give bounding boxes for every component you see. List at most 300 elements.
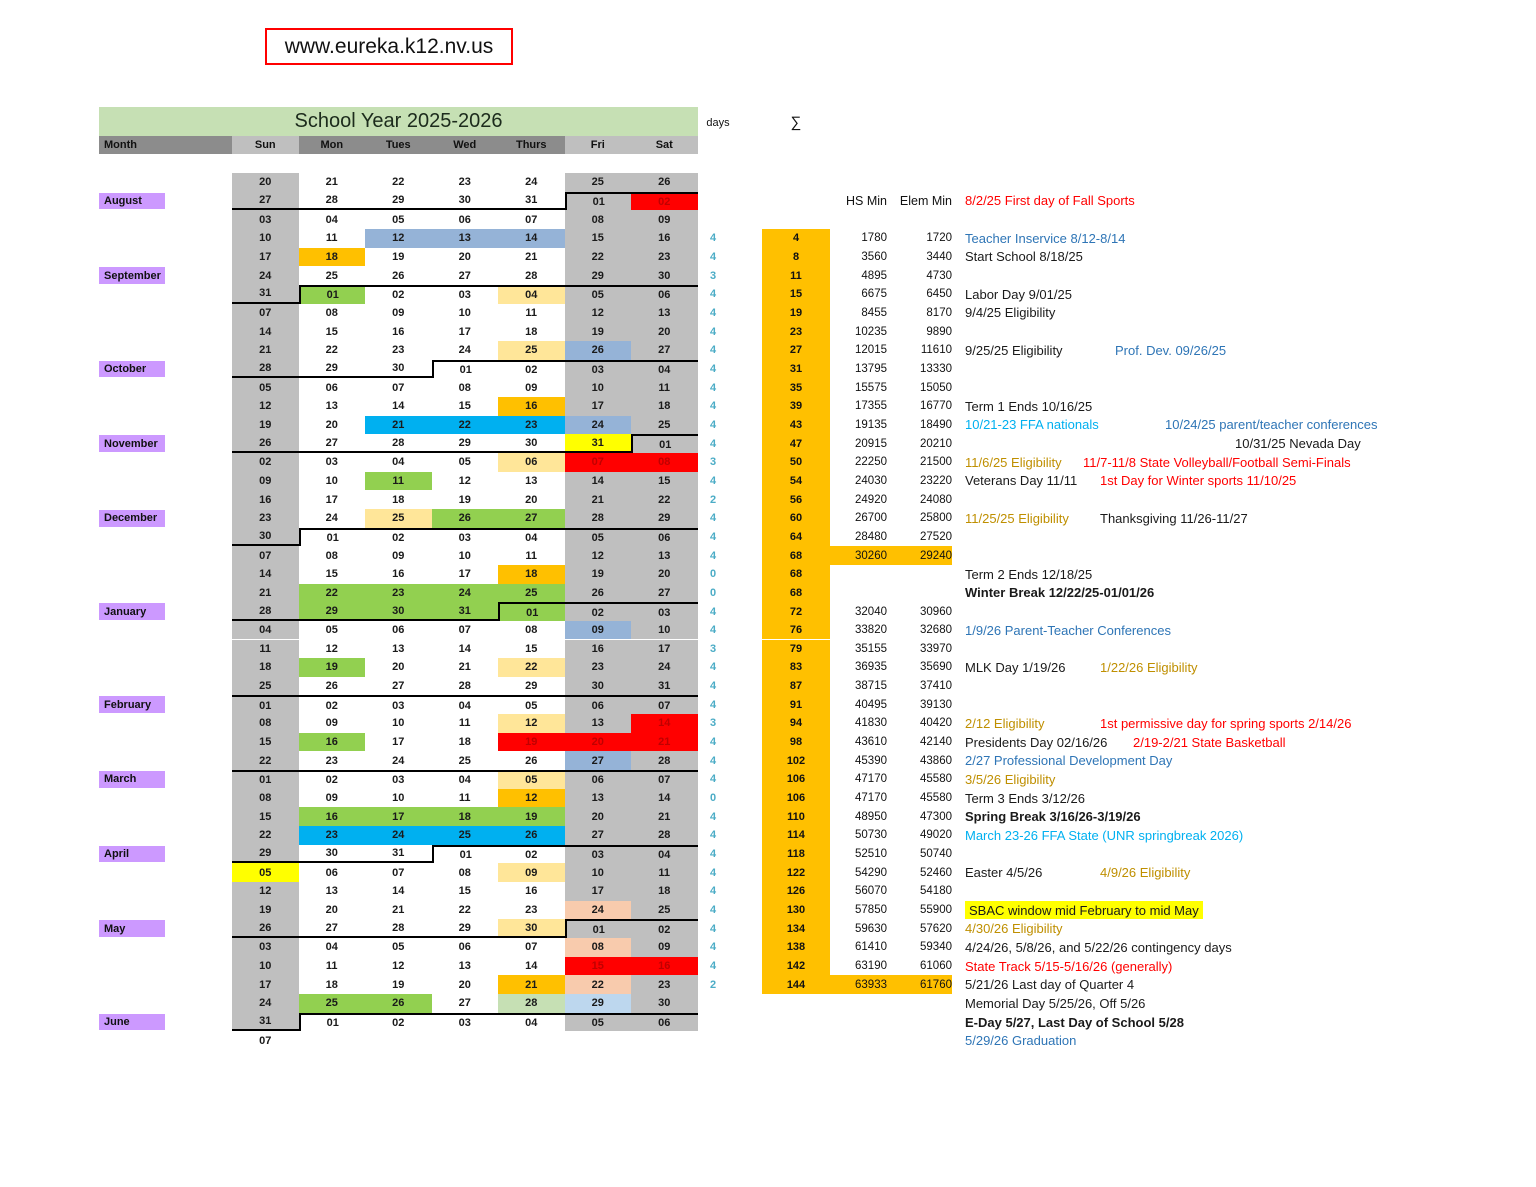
day-cell: 21 [232,584,299,603]
days-count: 4 [709,437,717,450]
days-count: 4 [709,941,717,954]
day-cell: 08 [299,546,366,565]
day-cell: 24 [565,901,632,920]
day-cell: 15 [498,640,565,659]
note-lane [965,509,1525,528]
note-text: 5/29/26 Graduation [965,1033,1077,1049]
day-cell: 28 [432,677,499,696]
days-count: 0 [709,792,717,805]
sum-cell: 76 [762,621,830,640]
month-column-header: Month [99,136,232,154]
day-cell: 31 [232,285,299,304]
day-header-wed: Wed [432,136,499,154]
day-cell: 19 [299,658,366,677]
day-cell: 05 [498,695,565,714]
day-cell: 18 [232,658,299,677]
day-cell: 07 [232,1031,299,1050]
day-cell: 04 [299,210,366,229]
elem-min-value: 45580 [920,792,952,805]
hs-min-value: 47170 [855,773,887,786]
day-cell: 04 [631,845,698,864]
sum-cell: 72 [762,602,830,621]
day-cell: 06 [565,695,632,714]
note-text: Memorial Day 5/25/26, Off 5/26 [965,995,1146,1011]
day-cell: 03 [365,695,432,714]
day-cell: 05 [498,770,565,789]
day-cell: 01 [631,434,698,453]
day-cell: 05 [232,378,299,397]
note-lane [965,789,1525,808]
days-count: 4 [709,904,717,917]
days-count: 4 [709,549,717,562]
days-column-header: days [706,117,730,129]
sum-cell: 8 [762,248,830,267]
day-cell: 31 [565,434,632,453]
sum-cell: 134 [762,919,830,938]
elem-min-value: 18490 [920,418,952,431]
days-count: 4 [709,400,717,413]
day-cell: 27 [631,584,698,603]
day-cell: 20 [365,658,432,677]
sum-cell: 106 [762,770,830,789]
day-cell: 31 [365,845,432,864]
day-cell: 20 [299,901,366,920]
day-cell: 27 [498,509,565,528]
day-cell: 10 [432,304,499,323]
day-cell: 07 [232,304,299,323]
day-cell: 06 [631,285,698,304]
day-cell: 09 [498,378,565,397]
day-cell: 07 [232,546,299,565]
day-cell: 27 [299,919,366,938]
day-cell: 17 [232,248,299,267]
note-text: 9/25/25 Eligibility [965,342,1063,358]
note-text: 2/27 Professional Development Day [965,753,1173,769]
day-cell: 26 [299,677,366,696]
day-cell: 19 [232,416,299,435]
month-label-march: March [99,771,165,788]
day-cell: 29 [232,845,299,864]
note-text: Labor Day 9/01/25 [965,286,1072,302]
day-cell: 23 [365,341,432,360]
sum-cell: 94 [762,714,830,733]
day-cell: 07 [565,453,632,472]
hs-min-value: 10235 [855,325,887,338]
note-text: 4/9/26 Eligibility [1100,865,1191,881]
day-cell: 25 [365,509,432,528]
day-header-tues: Tues [365,136,432,154]
day-cell: 10 [432,546,499,565]
day-cell: 15 [232,807,299,826]
day-cell: 06 [631,528,698,547]
note-lane [965,957,1525,976]
page-title: School Year 2025-2026 [294,110,503,132]
day-cell: 26 [565,341,632,360]
note-lane [965,733,1525,752]
day-cell: 16 [299,807,366,826]
day-cell: 26 [365,266,432,285]
day-cell: 12 [232,397,299,416]
day-cell: 25 [631,416,698,435]
day-cell: 18 [631,397,698,416]
day-cell: 11 [432,714,499,733]
day-cell: 02 [365,528,432,547]
day-cell: 15 [631,472,698,491]
days-count: 4 [709,698,717,711]
day-cell: 09 [299,714,366,733]
day-cell: 05 [299,621,366,640]
sum-cell: 138 [762,938,830,957]
day-cell: 26 [498,826,565,845]
day-cell: 26 [498,751,565,770]
day-cell: 06 [299,378,366,397]
day-cell: 29 [631,509,698,528]
note-lane [965,919,1525,938]
day-cell: 12 [498,714,565,733]
day-cell: 16 [232,490,299,509]
sum-cell: 79 [762,640,830,659]
day-cell: 03 [299,453,366,472]
day-cell: 28 [565,509,632,528]
days-count: 2 [709,978,717,991]
day-cell: 14 [631,789,698,808]
day-cell: 13 [299,397,366,416]
note-text: 10/31/25 Nevada Day [1235,436,1361,452]
day-header-fri: Fri [565,136,632,154]
day-cell: 09 [631,210,698,229]
day-cell: 11 [631,378,698,397]
day-cell: 01 [565,919,632,938]
day-cell: 16 [365,322,432,341]
day-cell: 18 [299,248,366,267]
day-cell: 17 [631,640,698,659]
day-cell: 18 [299,975,366,994]
hs-min-value: 26700 [855,512,887,525]
month-label-august: August [99,193,165,210]
days-count: 4 [709,325,717,338]
day-cell: 26 [232,919,299,938]
days-count: 3 [709,456,717,469]
day-cell: 04 [498,528,565,547]
elem-min-value: 9890 [926,325,952,338]
day-cell: 13 [299,882,366,901]
elem-min-value: 23220 [920,474,952,487]
elem-min-value: 61760 [920,978,952,991]
day-cell: 20 [565,807,632,826]
days-count: 4 [709,362,717,375]
day-cell: 03 [565,360,632,379]
day-cell: 26 [631,173,698,192]
month-label-may: May [99,920,165,937]
day-cell: 16 [631,957,698,976]
note-lane [965,994,1525,1013]
day-cell: 31 [498,192,565,211]
sum-cell: 98 [762,733,830,752]
days-count: 2 [709,493,717,506]
day-cell: 10 [365,789,432,808]
elem-min-header: Elem Min [899,193,952,208]
hs-min-value: 4895 [861,269,887,282]
note-lane [965,863,1525,882]
days-count: 4 [709,232,717,245]
note-text: Term 2 Ends 12/18/25 [965,566,1093,582]
day-cell: 24 [432,341,499,360]
days-count: 4 [709,344,717,357]
note-text: Teacher Inservice 8/12-8/14 [965,230,1126,246]
day-cell: 27 [631,341,698,360]
day-cell: 09 [498,863,565,882]
month-label-september: September [99,267,165,284]
day-cell: 28 [631,751,698,770]
elem-min-value: 43860 [920,754,952,767]
day-cell: 28 [299,192,366,211]
day-cell: 23 [432,173,499,192]
note-lane [965,621,1525,640]
hs-min-value: 61410 [855,941,887,954]
day-cell: 07 [498,938,565,957]
day-cell: 16 [631,229,698,248]
day-cell: 02 [299,695,366,714]
day-cell: 20 [498,490,565,509]
elem-min-value: 61060 [920,960,952,973]
sum-cell: 60 [762,509,830,528]
day-cell: 23 [565,658,632,677]
day-cell: 05 [365,210,432,229]
hs-min-value: 3560 [861,250,887,263]
note-lane [965,416,1525,435]
day-cell: 07 [432,621,499,640]
day-cell: 12 [565,546,632,565]
day-cell: 13 [498,472,565,491]
sum-cell: 114 [762,826,830,845]
day-cell: 25 [565,173,632,192]
day-cell: 22 [299,341,366,360]
hs-min-value: 24030 [855,474,887,487]
day-cell: 06 [498,453,565,472]
day-cell: 11 [432,789,499,808]
hs-min-value: 63933 [855,978,887,991]
elem-min-value: 40420 [920,717,952,730]
note-text: Start School 8/18/25 [965,249,1083,265]
note-text: Prof. Dev. 09/26/25 [1115,342,1227,358]
day-cell: 31 [232,1013,299,1032]
district-url-box [265,28,513,65]
day-cell: 26 [232,434,299,453]
hs-min-value: 54290 [855,866,887,879]
sum-cell: 68 [789,549,803,562]
days-count: 4 [709,250,717,263]
day-cell: 18 [365,490,432,509]
days-count: 4 [709,605,717,618]
day-cell: 11 [365,472,432,491]
day-cell: 08 [432,863,499,882]
day-cell: 13 [631,546,698,565]
note-text: 2/19-2/21 State Basketball [1133,734,1286,750]
day-cell: 27 [432,266,499,285]
days-count: 4 [709,306,717,319]
note-lane [965,565,1525,584]
day-cell: 27 [365,677,432,696]
elem-min-value: 20210 [920,437,952,450]
day-cell: 15 [299,565,366,584]
elem-min-value: 52460 [920,866,952,879]
elem-min-value: 50740 [920,848,952,861]
day-cell: 11 [232,640,299,659]
note-text: 5/21/26 Last day of Quarter 4 [965,977,1135,993]
elem-min-value: 54180 [920,885,952,898]
day-cell: 13 [432,229,499,248]
day-cell: 16 [498,882,565,901]
day-cell: 20 [432,975,499,994]
sum-cell: 64 [762,528,830,547]
day-cell: 10 [565,378,632,397]
note-text: Presidents Day 02/16/26 [965,734,1108,750]
note-text: 1/22/26 Eligibility [1100,659,1198,675]
note-text: Winter Break 12/22/25-01/01/26 [965,585,1155,601]
day-cell: 14 [365,882,432,901]
day-cell: 29 [565,994,632,1013]
day-cell: 02 [631,919,698,938]
day-cell: 24 [498,173,565,192]
day-cell: 29 [432,919,499,938]
hs-min-value: 48950 [855,810,887,823]
day-cell: 20 [631,565,698,584]
day-cell: 02 [232,453,299,472]
day-cell: 21 [365,901,432,920]
elem-min-value: 33970 [920,642,952,655]
day-cell: 07 [365,863,432,882]
day-cell: 11 [631,863,698,882]
day-cell: 25 [631,901,698,920]
day-cell: 14 [498,957,565,976]
sum-cell: 87 [762,677,830,696]
day-cell: 06 [432,938,499,957]
day-cell: 22 [565,975,632,994]
day-cell: 09 [232,472,299,491]
elem-min-value: 55900 [920,904,952,917]
hs-min-value: 43610 [855,736,887,749]
day-cell: 22 [432,901,499,920]
day-cell: 28 [232,602,299,621]
day-cell: 01 [498,602,565,621]
day-cell: 29 [299,360,366,379]
day-cell: 15 [232,733,299,752]
days-count: 4 [709,474,717,487]
day-cell: 03 [432,1013,499,1032]
month-label-december: December [99,510,165,527]
sum-cell: 39 [762,397,830,416]
day-cell: 10 [631,621,698,640]
days-count: 4 [709,624,717,637]
elem-min-value: 37410 [920,680,952,693]
note-text: MLK Day 1/19/26 [965,659,1066,675]
note-lane [965,285,1525,304]
note-text: State Track 5/15-5/16/26 (generally) [965,958,1173,974]
hs-min-value: 20915 [855,437,887,450]
day-cell: 22 [498,658,565,677]
day-cell: 20 [232,173,299,192]
day-cell: 04 [365,453,432,472]
day-cell: 14 [565,472,632,491]
day-cell: 19 [498,733,565,752]
days-count: 4 [709,661,717,674]
day-cell: 05 [432,453,499,472]
day-cell: 13 [365,640,432,659]
note-lane [965,751,1525,770]
day-cell: 21 [432,658,499,677]
day-cell: 05 [565,528,632,547]
day-cell: 28 [365,434,432,453]
sum-cell: 56 [762,490,830,509]
elem-min-value: 27520 [920,530,952,543]
day-cell: 11 [299,229,366,248]
elem-min-value: 6450 [926,288,952,301]
day-cell: 29 [299,602,366,621]
note-text: March 23-26 FFA State (UNR springbreak 2026) [965,827,1244,843]
elem-min-value: 1720 [926,232,952,245]
day-cell: 13 [565,714,632,733]
elem-min-value: 24080 [920,493,952,506]
day-cell: 22 [432,416,499,435]
day-cell: 21 [565,490,632,509]
day-cell: 25 [232,677,299,696]
day-cell: 13 [631,304,698,323]
note-text: Thanksgiving 11/26-11/27 [1100,510,1248,526]
days-count: 4 [709,530,717,543]
day-cell: 16 [365,565,432,584]
elem-min-value: 32680 [920,624,952,637]
day-cell: 08 [232,789,299,808]
elem-min-value: 49020 [920,829,952,842]
day-cell: 01 [232,770,299,789]
day-cell: 04 [432,695,499,714]
note-lane [965,584,1525,603]
days-count: 4 [709,381,717,394]
day-cell: 27 [565,751,632,770]
note-lane [965,229,1525,248]
day-cell: 03 [232,210,299,229]
day-cell: 01 [232,695,299,714]
sum-cell: 4 [762,229,830,248]
day-cell: 15 [432,397,499,416]
sum-cell: 27 [762,341,830,360]
day-cell: 29 [432,434,499,453]
district-url-text: www.eureka.k12.nv.us [284,34,494,58]
day-cell: 21 [498,248,565,267]
hs-min-value: 45390 [855,754,887,767]
day-cell: 20 [432,248,499,267]
note-lane [965,434,1525,453]
day-cell: 04 [299,938,366,957]
hs-min-value: 59630 [855,922,887,935]
note-lane [965,938,1525,957]
sum-cell: 15 [762,285,830,304]
elem-min-value: 11610 [920,344,952,357]
hs-min-value: 30260 [855,549,887,562]
day-cell: 03 [565,845,632,864]
day-cell: 01 [565,192,632,211]
note-text: E-Day 5/27, Last Day of School 5/28 [965,1014,1184,1030]
day-header-sun: Sun [232,136,299,154]
note-lane [965,472,1525,491]
sum-cell: 31 [762,360,830,379]
day-cell: 23 [631,975,698,994]
hs-min-value: 19135 [855,418,887,431]
day-cell: 02 [365,285,432,304]
note-lane [965,975,1525,994]
day-cell: 21 [498,975,565,994]
day-cell: 17 [365,733,432,752]
